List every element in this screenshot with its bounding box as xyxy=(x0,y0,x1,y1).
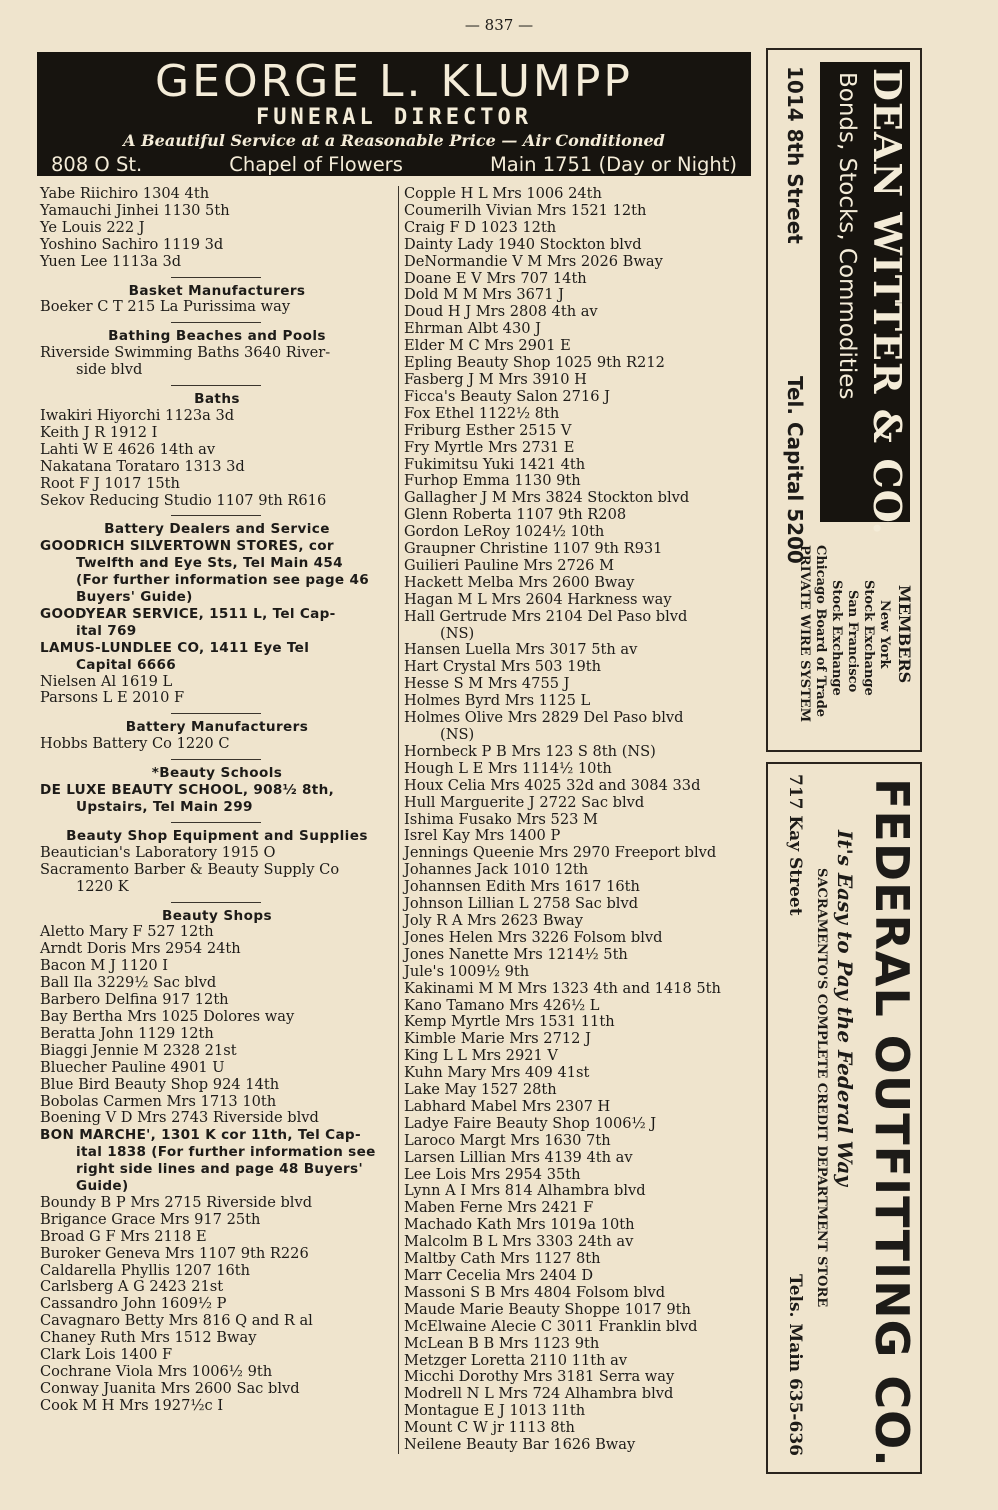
section-heading: Bathing Beaches and Pools xyxy=(108,328,326,345)
listing-continuation: (NS) xyxy=(440,624,475,642)
featured-listing: DE LUXE BEAUTY SCHOOL, 908½ 8th, xyxy=(40,782,335,799)
listing-entry: Ficca's Beauty Salon 2716 J xyxy=(404,387,611,405)
listing-entry: Maltby Cath Mrs 1127 8th xyxy=(404,1250,601,1268)
listing-entry: Glenn Roberta 1107 9th R208 xyxy=(404,506,627,524)
listing-entry: Doud H J Mrs 2808 4th av xyxy=(404,303,598,321)
listing-entry: Boeker C T 215 La Purissima way xyxy=(40,298,291,316)
listing-entry: Root F J 1017 15th xyxy=(40,474,180,492)
featured-listing: LAMUS-LUNDLEE CO, 1411 Eye Tel xyxy=(40,639,310,656)
listing-entry: Jennings Queenie Mrs 2970 Freeport blvd xyxy=(404,844,717,862)
banner-name: GEORGE L. KLUMPP xyxy=(155,56,633,107)
federal-outfitting-ad xyxy=(766,762,922,1474)
listing-entry: Jones Nanette Mrs 1214½ 5th xyxy=(404,945,628,963)
listing-entry: Labhard Mabel Mrs 2307 H xyxy=(404,1097,611,1115)
federal-phone: Tels. Main 635-636 xyxy=(785,1274,805,1456)
column-divider xyxy=(398,186,399,1454)
listing-entry: Marr Cecelia Mrs 2404 D xyxy=(404,1267,594,1284)
listing-entry: Hull Marguerite J 2722 Sac blvd xyxy=(404,793,645,811)
klumpp-banner-ad xyxy=(37,52,751,176)
listing-entry: Hobbs Battery Co 1220 C xyxy=(40,735,230,753)
listing-entry: Dainty Lady 1940 Stockton blvd xyxy=(404,235,642,253)
listing-entry: Dold M M Mrs 3671 J xyxy=(404,286,564,304)
listing-entry: Houx Celia Mrs 4025 32d and 3084 33d xyxy=(404,776,701,794)
listing-entry: Kuhn Mary Mrs 409 41st xyxy=(404,1064,590,1082)
listing-entry: Joly R A Mrs 2623 Bway xyxy=(404,911,583,929)
section-heading: Baths xyxy=(194,391,240,408)
listing-entry: Jones Helen Mrs 3226 Folsom blvd xyxy=(404,928,663,946)
listing-entry: Boundy B P Mrs 2715 Riverside blvd xyxy=(40,1193,313,1211)
listing-entry: Yabe Riichiro 1304 4th xyxy=(40,185,210,202)
federal-address: 717 Kay Street xyxy=(785,774,805,916)
section-separator xyxy=(171,277,261,278)
listing-entry: Coumerilh Vivian Mrs 1521 12th xyxy=(404,201,647,219)
listing-entry: Biaggi Jennie M 2328 21st xyxy=(40,1041,237,1059)
section-heading: Beauty Shops xyxy=(162,907,272,924)
listing-entry: Kakinami M M Mrs 1323 4th and 1418 5th xyxy=(404,979,721,997)
listing-entry: Cochrane Viola Mrs 1006½ 9th xyxy=(40,1363,273,1380)
listing-entry: Modrell N L Mrs 724 Alhambra blvd xyxy=(404,1385,674,1403)
section-separator xyxy=(171,902,261,903)
listing-entry: Ball Ila 3229½ Sac blvd xyxy=(40,974,217,992)
listing-continuation: 1220 K xyxy=(76,877,129,895)
listing-entry: Laroco Margt Mrs 1630 7th xyxy=(404,1131,611,1149)
listing-entry: Maben Ferne Mrs 2421 F xyxy=(404,1199,594,1217)
banner-tagline: A Beautiful Service at a Reasonable Price — Air Conditioned xyxy=(123,131,665,150)
listing-entry: Gordon LeRoy 1024½ 10th xyxy=(404,523,605,541)
listing-entry: Fox Ethel 1122½ 8th xyxy=(404,404,560,422)
listing-entry: Blue Bird Beauty Shop 924 14th xyxy=(40,1075,280,1093)
section-separator xyxy=(171,385,261,386)
banner-contact-row xyxy=(37,152,751,176)
listing-entry: Bluecher Pauline 4901 U xyxy=(40,1058,225,1076)
dean-witter-phone: Tel. Capital 5200 xyxy=(783,376,807,564)
listing-entry: Riverside Swimming Baths 3640 River- xyxy=(40,344,331,362)
section-heading: *Beauty Schools xyxy=(151,765,283,782)
listing-entry: Arndt Doris Mrs 2954 24th xyxy=(40,940,241,958)
listing-entry: Epling Beauty Shop 1025 9th R212 xyxy=(404,354,665,372)
featured-listing-continuation: ital 769 xyxy=(76,622,137,639)
listing-entry: Beratta John 1129 12th xyxy=(40,1024,214,1042)
listing-entry: Mount C W jr 1113 8th xyxy=(404,1419,575,1437)
listing-entry: Nielsen Al 1619 L xyxy=(40,672,173,690)
featured-listing-continuation: Guide) xyxy=(76,1178,129,1195)
listing-entry: DeNormandie V M Mrs 2026 Bway xyxy=(404,252,663,270)
listing-entry: Isrel Kay Mrs 1400 P xyxy=(404,827,561,845)
dean-witter-member-4: Stock Exchange xyxy=(829,580,844,696)
listing-entry: Furhop Emma 1130 9th xyxy=(404,472,581,490)
section-separator xyxy=(171,759,261,760)
listing-entry: Fry Myrtle Mrs 2731 E xyxy=(404,438,575,456)
dean-witter-members-title: MEMBERS xyxy=(895,585,914,684)
listing-entry: Larsen Lillian Mrs 4139 4th av xyxy=(404,1148,633,1166)
left-listing-column xyxy=(38,186,394,1415)
dean-witter-member-2: Stock Exchange xyxy=(861,580,876,696)
dean-witter-member-5: Chicago Board of Trade xyxy=(813,545,828,718)
listing-continuation: (NS) xyxy=(440,726,475,743)
federal-description: SACRAMENTO'S COMPLETE CREDIT DEPARTMENT STORE xyxy=(814,868,829,1308)
listing-entry: Carlsberg A G 2423 21st xyxy=(40,1278,224,1296)
banner-address: 808 O St. xyxy=(51,153,143,176)
featured-listing: GOODRICH SILVERTOWN STORES, cor xyxy=(40,538,334,555)
listing-entry: Fasberg J M Mrs 3910 H xyxy=(404,370,587,388)
listing-entry: Hansen Luella Mrs 3017 5th av xyxy=(404,641,638,659)
listing-entry: McElwaine Alecie C 3011 Franklin blvd xyxy=(404,1317,698,1335)
listing-entry: Chaney Ruth Mrs 1512 Bway xyxy=(40,1329,257,1347)
listing-entry: Craig F D 1023 12th xyxy=(404,218,557,236)
listing-entry: Copple H L Mrs 1006 24th xyxy=(404,185,602,202)
listing-entry: Hackett Melba Mrs 2600 Bway xyxy=(404,573,635,591)
listing-entry: Hagan M L Mrs 2604 Harkness way xyxy=(404,590,672,608)
listing-entry: Montague E J 1013 11th xyxy=(404,1402,586,1420)
dean-witter-address: 1014 8th Street xyxy=(783,66,807,244)
listing-entry: Cook M H Mrs 1927½c I xyxy=(40,1396,224,1414)
listing-entry: Johannes Jack 1010 12th xyxy=(404,861,589,879)
listing-entry: Holmes Olive Mrs 2829 Del Paso blvd xyxy=(404,709,684,727)
listing-entry: Nakatana Torataro 1313 3d xyxy=(40,457,245,475)
dean-witter-services: Bonds, Stocks, Commodities xyxy=(834,72,860,400)
listing-entry: Ye Louis 222 J xyxy=(40,218,145,236)
middle-listing-column xyxy=(402,186,762,1454)
listing-entry: Massoni S B Mrs 4804 Folsom blvd xyxy=(404,1283,666,1301)
listing-entry: Sacramento Barber & Beauty Supply Co xyxy=(40,860,340,878)
listing-entry: Malcolm B L Mrs 3303 24th av xyxy=(404,1233,634,1251)
listing-entry: Lee Lois Mrs 2954 35th xyxy=(404,1165,581,1183)
listing-entry: Ehrman Albt 430 J xyxy=(404,320,542,338)
dean-witter-ad xyxy=(766,48,922,752)
listing-entry: Hesse S M Mrs 4755 J xyxy=(404,675,570,693)
listing-entry: Ladye Faire Beauty Shop 1006½ J xyxy=(404,1114,657,1132)
section-heading: Basket Manufacturers xyxy=(128,282,306,299)
listing-entry: Gallagher J M Mrs 3824 Stockton blvd xyxy=(404,489,690,507)
listing-entry: Johnson Lillian L 2758 Sac blvd xyxy=(404,895,639,913)
section-heading: Battery Manufacturers xyxy=(125,719,309,736)
page-number: — 837 — xyxy=(464,16,534,34)
listing-entry: Metzger Loretta 2110 11th av xyxy=(404,1351,628,1369)
listing-entry: Clark Lois 1400 F xyxy=(40,1346,173,1364)
listing-entry: Keith J R 1912 I xyxy=(40,423,158,441)
listing-entry: Holmes Byrd Mrs 1125 L xyxy=(404,692,591,710)
listing-entry: Yoshino Sachiro 1119 3d xyxy=(40,235,224,253)
listing-entry: McLean B B Mrs 1123 9th xyxy=(404,1334,600,1352)
section-heading: Battery Dealers and Service xyxy=(104,521,330,538)
listing-entry: Barbero Delfina 917 12th xyxy=(40,991,229,1009)
section-separator xyxy=(171,822,261,823)
featured-listing: GOODYEAR SERVICE, 1511 L, Tel Cap- xyxy=(40,605,336,622)
listing-entry: Cavagnaro Betty Mrs 816 Q and R al xyxy=(40,1312,313,1330)
federal-slogan: It's Easy to Pay the Federal Way xyxy=(833,830,857,1186)
listing-entry: Neilene Beauty Bar 1626 Bway xyxy=(404,1436,636,1454)
listing-entry: Guilieri Pauline Mrs 2726 M xyxy=(404,556,615,574)
listing-entry: Machado Kath Mrs 1019a 10th xyxy=(404,1216,635,1234)
section-separator xyxy=(171,322,261,323)
featured-listing-continuation: Capital 6666 xyxy=(76,656,177,673)
listing-entry: Aletto Mary F 527 12th xyxy=(40,923,214,941)
listing-entry: Graupner Christine 1107 9th R931 xyxy=(404,540,663,558)
listing-entry: Iwakiri Hiyorchi 1123a 3d xyxy=(40,406,235,424)
banner-phone: Main 1751 (Day or Night) xyxy=(489,153,737,176)
listing-entry: Hall Gertrude Mrs 2104 Del Paso blvd xyxy=(404,607,688,625)
listing-entry: Buroker Geneva Mrs 1107 9th R226 xyxy=(40,1244,309,1262)
section-heading: Beauty Shop Equipment and Supplies xyxy=(66,827,368,844)
banner-chapel: Chapel of Flowers xyxy=(229,153,403,176)
listing-entry: Lake May 1527 28th xyxy=(404,1081,557,1099)
listing-entry: Conway Juanita Mrs 2600 Sac blvd xyxy=(40,1379,300,1397)
listing-entry: Lahti W E 4626 14th av xyxy=(40,440,216,458)
dean-witter-member-1: New York xyxy=(877,600,892,669)
federal-name: FEDERAL OUTFITTING CO. xyxy=(865,778,919,1468)
listing-entry: Micchi Dorothy Mrs 3181 Serra way xyxy=(404,1368,675,1386)
listing-entry: Bay Bertha Mrs 1025 Dolores way xyxy=(40,1007,295,1025)
featured-listing-continuation: (For further information see page 46 xyxy=(76,572,369,589)
listing-entry: Hornbeck P B Mrs 123 S 8th (NS) xyxy=(404,742,656,760)
listing-entry: Hough L E Mrs 1114½ 10th xyxy=(404,759,612,777)
listing-entry: Beautician's Laboratory 1915 O xyxy=(40,843,276,861)
listing-entry: King L L Mrs 2921 V xyxy=(404,1047,558,1065)
listing-entry: Parsons L E 2010 F xyxy=(40,689,185,707)
listing-entry: Johannsen Edith Mrs 1617 16th xyxy=(404,878,640,896)
dean-witter-member-3: San Francisco xyxy=(845,590,860,693)
listing-entry: Bobolas Carmen Mrs 1713 10th xyxy=(40,1092,277,1110)
listing-entry: Kemp Myrtle Mrs 1531 11th xyxy=(404,1013,615,1031)
section-separator xyxy=(171,515,261,516)
dean-witter-member-6: PRIVATE WIRE SYSTEM xyxy=(797,545,812,723)
featured-listing-continuation: Twelfth and Eye Sts, Tel Main 454 xyxy=(76,555,343,572)
listing-entry: Ishima Fusako Mrs 523 M xyxy=(404,810,598,828)
featured-listing-continuation: Buyers' Guide) xyxy=(76,589,193,606)
listing-entry: Bacon M J 1120 I xyxy=(40,957,169,975)
listing-entry: Lynn A I Mrs 814 Alhambra blvd xyxy=(404,1182,646,1200)
featured-listing-continuation: ital 1838 (For further information see xyxy=(76,1144,376,1161)
listing-entry: Fukimitsu Yuki 1421 4th xyxy=(404,455,586,473)
listing-entry: Jule's 1009½ 9th xyxy=(404,962,530,980)
listing-entry: Kano Tamano Mrs 426½ L xyxy=(404,996,600,1014)
listing-entry: Cassandro John 1609½ P xyxy=(40,1295,227,1313)
listing-entry: Elder M C Mrs 2901 E xyxy=(404,337,571,355)
listing-continuation: side blvd xyxy=(76,361,143,379)
featured-listing-continuation: Upstairs, Tel Main 299 xyxy=(76,799,253,815)
featured-listing: BON MARCHE', 1301 K cor 11th, Tel Cap- xyxy=(40,1127,361,1144)
listing-entry: Caldarella Phyllis 1207 16th xyxy=(40,1261,251,1279)
featured-listing-continuation: right side lines and page 48 Buyers' xyxy=(76,1161,363,1178)
listing-entry: Doane E V Mrs 707 14th xyxy=(404,269,587,287)
listing-entry: Boening V D Mrs 2743 Riverside blvd xyxy=(40,1109,319,1127)
listing-entry: Maude Marie Beauty Shoppe 1017 9th xyxy=(404,1300,691,1318)
listing-entry: Yamauchi Jinhei 1130 5th xyxy=(40,201,230,219)
listing-entry: Hart Crystal Mrs 503 19th xyxy=(404,658,602,676)
listing-entry: Broad G F Mrs 2118 E xyxy=(40,1227,207,1245)
listing-entry: Yuen Lee 1113a 3d xyxy=(40,252,182,270)
section-separator xyxy=(171,713,261,714)
listing-entry: Sekov Reducing Studio 1107 9th R616 xyxy=(40,491,327,509)
dean-witter-name: DEAN WITTER & CO. xyxy=(865,68,910,536)
listing-entry: Friburg Esther 2515 V xyxy=(404,421,572,439)
banner-role: FUNERAL DIRECTOR xyxy=(256,105,532,130)
listing-entry: Brigance Grace Mrs 917 25th xyxy=(40,1210,261,1228)
listing-entry: Kimble Marie Mrs 2712 J xyxy=(404,1030,591,1048)
